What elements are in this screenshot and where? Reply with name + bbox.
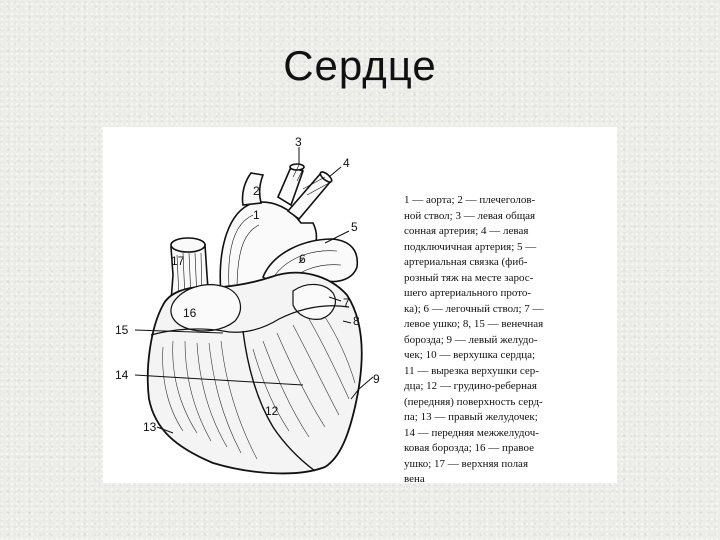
legend-line: артериальная связка (фиб- [404, 256, 528, 268]
callout-8: 8 [353, 314, 360, 328]
heart-figure [103, 127, 617, 483]
callout-17: 17 [171, 254, 185, 268]
legend-line: левое ушко; 8, 15 — венечная [404, 318, 544, 330]
callout-5: 5 [351, 220, 358, 234]
legend-line: вена [404, 473, 425, 485]
callout-13: 13 [143, 420, 157, 434]
callout-7: 7 [343, 296, 350, 310]
heart-illustration [103, 127, 403, 483]
legend-line: (передняя) поверхность серд- [404, 395, 543, 408]
callout-14: 14 [115, 368, 129, 382]
callout-4: 4 [343, 156, 350, 170]
callout-1: 1 [253, 208, 260, 222]
legend-line: сонная артерия; 4 — левая [404, 225, 529, 237]
legend-line: ной ствол; 3 — левая общая [404, 209, 536, 222]
legend-line: чек; 10 — верхушка сердца; [404, 349, 536, 361]
callout-2: 2 [253, 184, 260, 198]
legend-line: розный тяж на месте зарос- [404, 271, 534, 284]
callout-3: 3 [295, 135, 302, 149]
legend-line: 11 — вырезка верхушки сер- [404, 364, 539, 377]
legend-line: 14 — передняя межжелудоч- [404, 426, 539, 439]
legend-line: па; 13 — правый желудочек; [404, 411, 538, 423]
slide-title: Сердце [283, 42, 437, 89]
callout-15: 15 [115, 323, 129, 337]
heart-body [148, 273, 362, 474]
legend-line: 1 — аорта; 2 — плечеголов- [404, 194, 536, 206]
figure-legend [404, 193, 597, 488]
legend-line: ка); 6 — легочный ствол; 7 — [404, 302, 544, 315]
legend-line: дца; 12 — грудино-реберная [404, 380, 537, 392]
callout-16: 16 [183, 306, 197, 320]
legend-line: шего артериального прото- [404, 287, 532, 299]
legend-line: ушко; 17 — верхняя полая [404, 457, 529, 470]
legend-line: ковая борозда; 16 — правое [404, 442, 534, 454]
legend-line: борозда; 9 — левый желудо- [404, 333, 538, 346]
callout-6: 6 [299, 252, 306, 266]
callout-9: 9 [373, 372, 380, 386]
legend-line: подключичная артерия; 5 — [404, 240, 537, 253]
callout-12: 12 [265, 404, 279, 418]
